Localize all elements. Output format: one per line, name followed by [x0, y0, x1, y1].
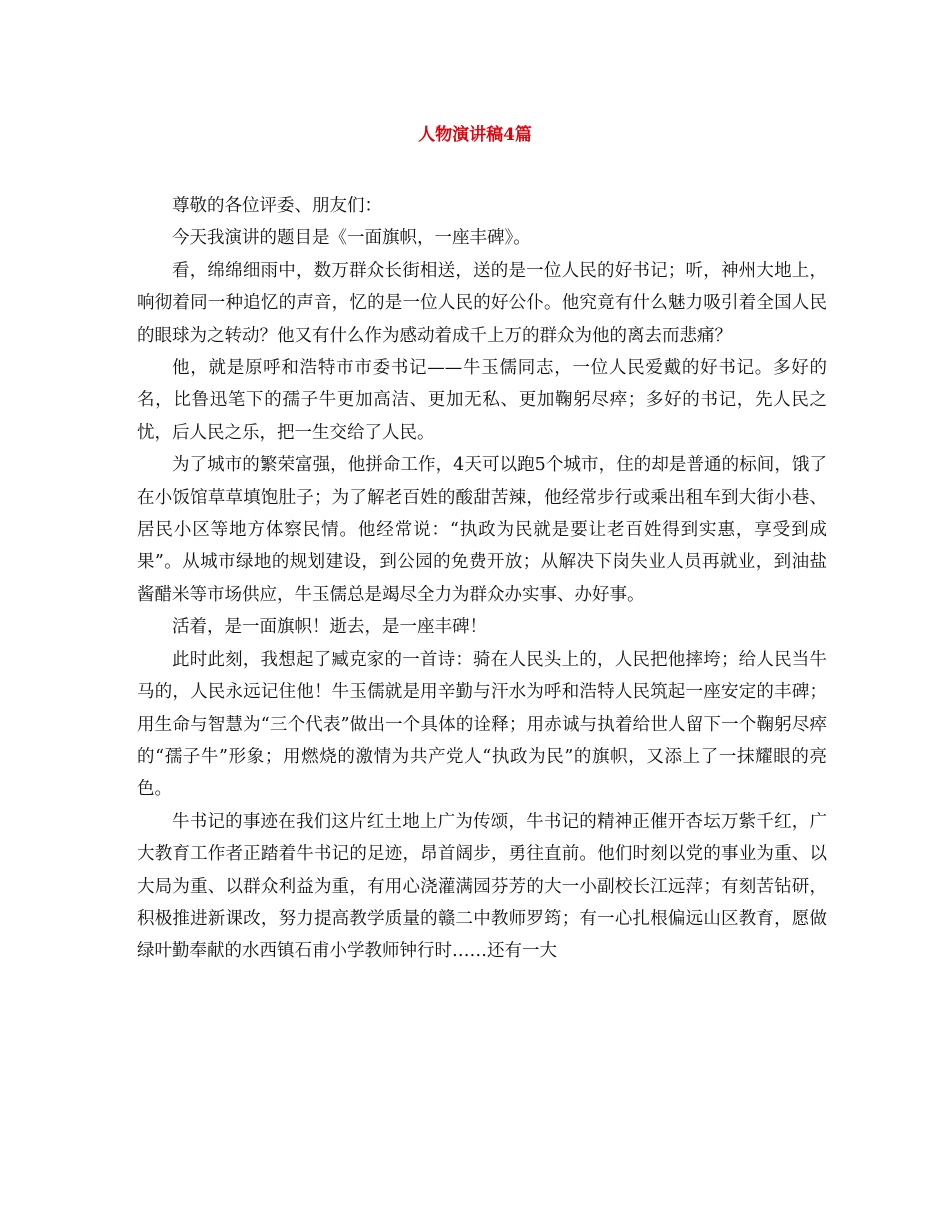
paragraph: 牛书记的事迹在我们这片红土地上广为传颂，牛书记的精神正催开杏坛万紫千红，广大教育工作者正踏着牛书记的足迹，昂首阔步，勇往直前。他们时刻以党的事业为重、以大局为重、以群众利益为重，有用心浇灌满园芬芳的大一小副校长江远萍；有刻苦钻研，积极推进新课改，努力提高教学质量的赣二中教师罗筠；有一心扎根偏远山区教育，愿做绿叶勤奉献的水西镇石甫小学教师钟行时……还有一大	[137, 811, 827, 962]
paragraph: 今天我演讲的题目是《一面旗帜，一座丰碑》。	[172, 228, 531, 249]
document-body	[137, 190, 827, 968]
document-title: 人物演讲稿4篇	[418, 125, 532, 145]
paragraph: 看，绵绵细雨中，数万群众长街相送，送的是一位人民的好书记；听，神州大地上，响彻着同一种追忆的声音，忆的是一位人民的好公仆。他究竟有什么魅力吸引着全国人民的眼球为之转动？他又有什么作为感动着成千上万的群众为他的离去而悲痛？	[137, 260, 827, 346]
paragraph: 为了城市的繁荣富强，他拼命工作，4天可以跑5个城市，住的却是普通的标间，饿了在小饭馆草草填饱肚子；为了解老百姓的酸甜苦辣，他经常步行或乘出租车到大街小巷、居民小区等地方体察民情。他经常说：“执政为民就是要让老百姓得到实惠，享受到成果”。从城市绿地的规划建设，到公园的免费开放；从解决下岗失业人员再就业，到油盐酱醋米等市场供应，牛玉儒总是竭尽全力为群众办实事、办好事。	[137, 455, 827, 605]
paragraph: 此时此刻，我想起了臧克家的一首诗：骑在人民头上的，人民把他摔垮；给人民当牛马的，人民永远记住他！牛玉儒就是用辛勤与汗水为呼和浩特人民筑起一座安定的丰碑；用生命与智慧为“三个代表”做出一个具体的诠释；用赤诚与执着给世人留下一个鞠躬尽瘁的“孺子牛”形象；用燃烧的激情为共产党人“执政为民”的旗帜，又添上了一抹耀眼的亮色。	[137, 649, 827, 800]
paragraph: 尊敬的各位评委、朋友们：	[172, 196, 382, 216]
paragraph: 活着，是一面旗帜！逝去，是一座丰碑！	[172, 617, 487, 638]
paragraph: 他，就是原呼和浩特市市委书记——牛玉儒同志，一位人民爱戴的好书记。多好的名，比鲁迅笔下的孺子牛更加高洁、更加无私、更加鞠躬尽瘁；多好的书记，先人民之忧，后人民之乐，把一生交给了人民。	[137, 358, 827, 443]
